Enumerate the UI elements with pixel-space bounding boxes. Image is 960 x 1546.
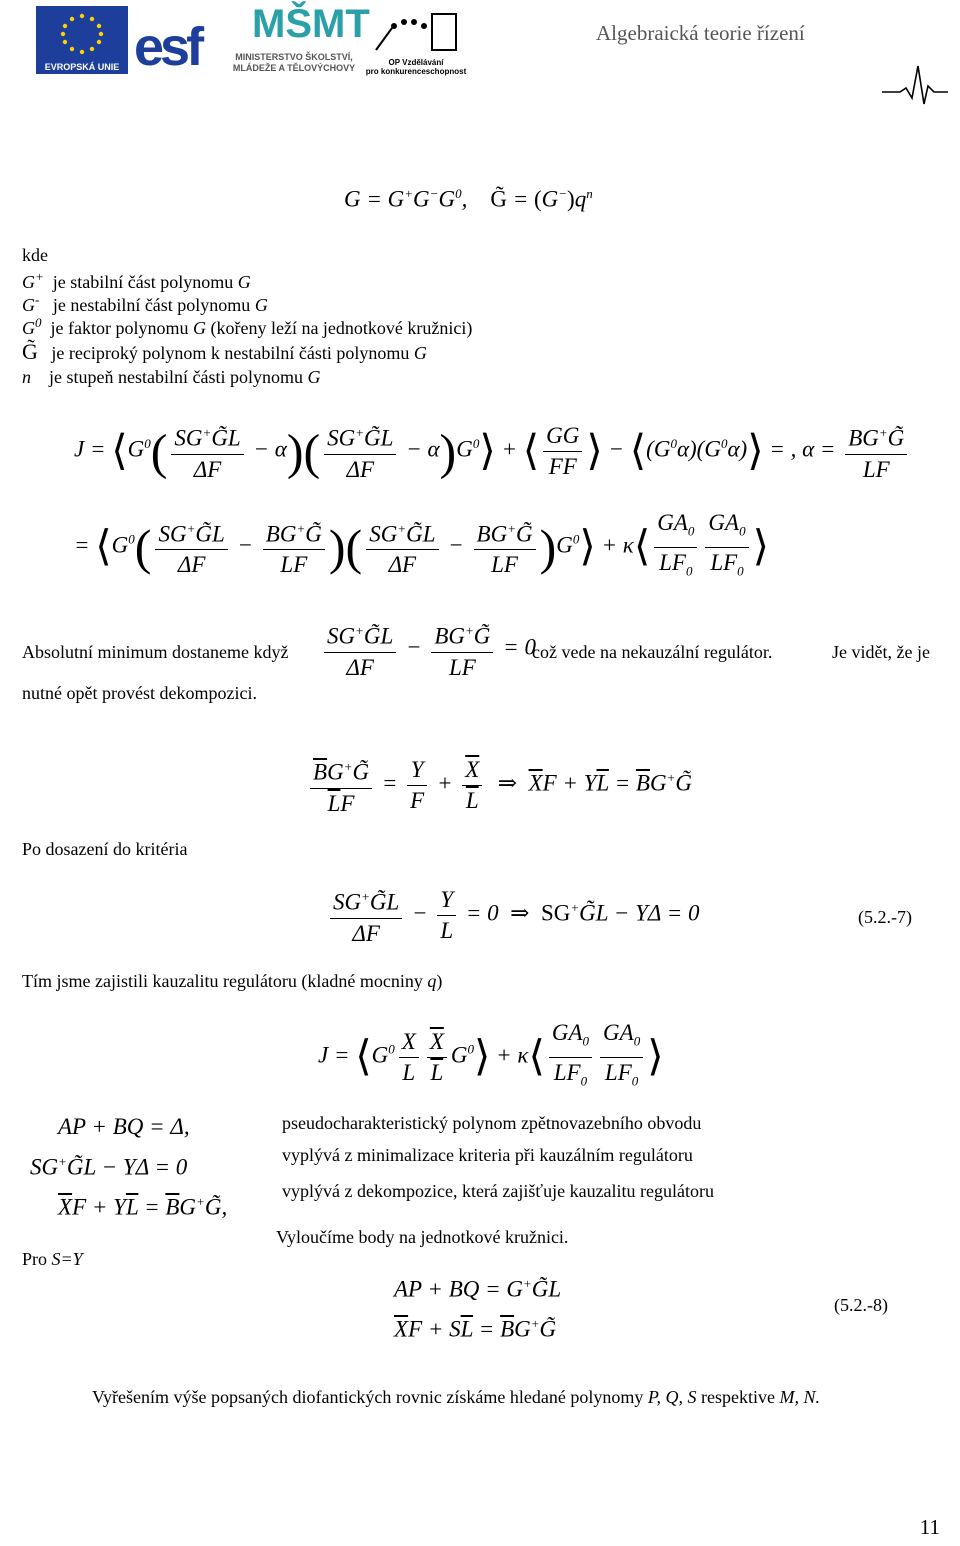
def-text: je stabilní část polynomu xyxy=(52,272,234,292)
equation-label-7: (5.2.-7) xyxy=(858,907,912,927)
text-tim-main: Tím jsme zajistili kauzalitu regulátoru (kladné mocniny xyxy=(22,971,423,991)
text-final-main: Vyřešením výše popsaných diofantických rovnic získáme hledané polynomy xyxy=(92,1387,644,1407)
equation-system-3: $\overline{X}F + Y\overline{L}$ = $\overline{B}G^+G̃$, xyxy=(58,1194,228,1220)
msmt-logo-mark: MŠMT xyxy=(252,2,370,46)
equation-final-2: $\overline{X}F + S\overline{L}$ = $\overline{B}G^+G̃$ xyxy=(394,1316,557,1342)
text-nutne: nutné opět provést dekompozici. xyxy=(22,683,257,703)
def-symbol: n xyxy=(22,367,31,387)
equation-system-1: AP + BQ = Δ, xyxy=(58,1114,190,1139)
text-vede: což vede na nekauzální regulátor. xyxy=(532,642,773,662)
text-pro xyxy=(22,1248,83,1270)
text-final-mid: respektive xyxy=(701,1387,776,1407)
header-title: Algebraická teorie řízení xyxy=(596,21,805,45)
def-factor: $G^0$ je faktor polynomu G (kořeny leží na jednotkové kružnici) xyxy=(22,315,473,338)
msmt-caption xyxy=(214,52,374,74)
text-vylucime: Vyloučíme body na jednotkové kružnici. xyxy=(276,1227,569,1247)
def-symbol: G+ xyxy=(22,269,44,292)
text-final-vars2: M, N. xyxy=(779,1387,821,1407)
equation-decomposition: $G = G^+G^-G^0$, G̃ = $(G^-)q^n$ xyxy=(344,186,593,212)
equation-criterion-j-final: $J = ⟨G^0$ $\frac{X}{L}$ $\frac{\overline{X}}{L}$ $G^0⟩$ + κ⟨ $\frac{GA_0}{LF_0}$ $\frac{GA_0}{LF_0}$ ⟩ xyxy=(318,1020,664,1089)
text-vyplyva1: vyplývá z minimalizace kriteria při kauzálním regulátoru xyxy=(282,1145,693,1165)
def-stable-part: G+ je stabilní část polynomu G xyxy=(22,269,251,292)
def-symbol: $G^0$ xyxy=(22,315,42,338)
msmt-logo xyxy=(214,2,374,80)
eu-caption: EVROPSKÁ UNIE xyxy=(44,62,120,72)
text-tim xyxy=(22,970,442,992)
def-degree: n je stupeň nestabilní části polynomu G xyxy=(22,367,321,387)
op-caption-line1: OP Vzdělávání xyxy=(388,58,444,67)
page-number: 11 xyxy=(919,1515,940,1539)
op-logo xyxy=(364,6,468,78)
text-pseudo: pseudocharakteristický polynom zpětnovazebního obvodu xyxy=(282,1113,702,1133)
def-text: je reciproký polynom k nestabilní části polynomu xyxy=(51,343,410,363)
def-text: je stupeň nestabilní části polynomu xyxy=(49,367,303,387)
text-po-dosazeni: Po dosazení do kritéria xyxy=(22,839,188,859)
equation-label-8: (5.2.-8) xyxy=(834,1295,888,1315)
text-abs-min: Absolutní minimum dostaneme když xyxy=(22,642,289,662)
text-tim-q: q xyxy=(427,971,437,991)
equation-decomposition-xy: $\frac{\overline{B}G^+G̃}{\overline{L}F}$ = $\frac{Y}{F}$ + $\frac{\overline{X}}{L}$ ⇒ $\overline{X}F + Y\overline{L}$ = $\overline{B}G^+G̃$ xyxy=(306,752,692,819)
def-symbol: G- xyxy=(22,292,40,315)
op-logo-icon xyxy=(364,6,468,56)
def-unstable-part: G- je nestabilní část polynomu G xyxy=(22,292,268,315)
equation-final-1: AP + BQ = G+G̃L xyxy=(394,1276,562,1302)
signal-wave-icon xyxy=(880,62,950,108)
equation-zero-condition: $\frac{SG^+G̃L}{\Delta F}$ − $\frac{BG^+G̃}{LF}$ = 0 xyxy=(320,616,536,683)
text-pro-sy: S=Y xyxy=(51,1249,83,1269)
text-pro-label: Pro xyxy=(22,1249,48,1269)
eu-flag-logo xyxy=(36,6,128,74)
msmt-caption-line1: MINISTERSTVO ŠKOLSTVÍ, xyxy=(235,52,353,62)
def-text: je faktor polynomu xyxy=(50,318,189,338)
equation-criterion-j: $J = ⟨G^0$( $\frac{SG^+G̃L}{\Delta F}$ − α)( $\frac{SG^+G̃L}{\Delta F}$ − $\alpha)G^0⟩$ + ⟨ $\frac{GG}{FF}$ ⟩ − $⟨(G^0\alpha)(G^0\alpha)⟩$ = , α = $\frac{BG^+G̃}{LF}$ xyxy=(74,418,911,485)
def-text-paren: (kořeny leží na jednotkové kružnici) xyxy=(210,318,473,338)
op-caption-line2: pro konkurenceschopnost xyxy=(365,67,467,76)
text-tim-end: ) xyxy=(436,971,443,991)
defs-kde: kde xyxy=(22,245,48,265)
op-caption xyxy=(364,58,468,76)
esf-logo-text: esf xyxy=(134,17,201,77)
def-text: je nestabilní část polynomu xyxy=(52,295,251,315)
msmt-caption-line2: MLÁDEŽE A TĚLOVÝCHOVY xyxy=(232,63,356,73)
text-final xyxy=(92,1386,820,1408)
text-vyplyva2: vyplývá z dekompozice, která zajišťuje kauzalitu regulátoru xyxy=(282,1181,715,1201)
eu-stars-icon xyxy=(58,12,106,56)
equation-criterion-j-cont: = $⟨G^0$( $\frac{SG^+G̃L}{\Delta F}$ − $\frac{BG^+G̃}{LF}$ )( $\frac{SG^+G̃L}{\Delta F}$ − $\frac{BG^+G̃}{LF}$ )$G^0⟩$ + κ⟨ $\frac{GA_0}{LF_0}$ $\frac{GA_0}{LF_0}$ ⟩ xyxy=(74,510,769,579)
def-symbol: G̃ xyxy=(22,339,38,364)
equation-system-2: SG+G̃L − YΔ = 0 xyxy=(30,1154,188,1180)
text-je-videt: Je vidět, že je xyxy=(832,642,930,662)
text-final-vars: P, Q, S xyxy=(647,1387,697,1407)
def-reciprocal: G̃ je reciproký polynom k nestabilní části polynomu G xyxy=(22,339,427,364)
equation-causality-condition: $\frac{SG^+G̃L}{\Delta F}$ − $\frac{Y}{L}$ = 0 ⇒ SG+G̃L − YΔ = 0 xyxy=(326,882,700,949)
